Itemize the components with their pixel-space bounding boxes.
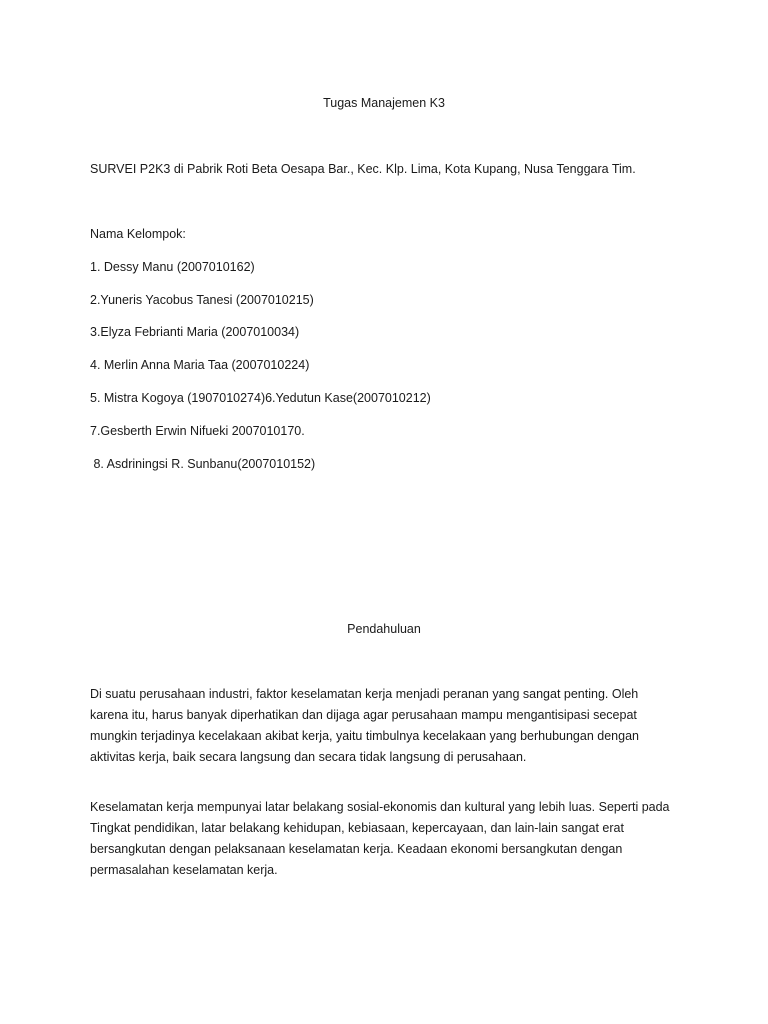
paragraph-line: aktivitas kerja, baik secara langsung dan secara tidak langsung di perusahaan. — [90, 750, 527, 764]
paragraph-line: permasalahan keselamatan kerja. — [90, 863, 278, 877]
paragraph-line: karena itu, harus banyak diperhatikan dan dijaga agar perusahaan mampu mengantisipasi secepat — [90, 708, 637, 722]
intro-paragraph-1 — [90, 684, 690, 768]
document-subtitle: SURVEI P2K3 di Pabrik Roti Beta Oesapa Bar., Kec. Klp. Lima, Kota Kupang, Nusa Tenggara Tim. — [90, 162, 636, 176]
paragraph-line: Tingkat pendidikan, latar belakang kehidupan, kebiasaan, kepercayaan, dan lain-lain sangat erat — [90, 821, 624, 835]
member-item: 5. Mistra Kogoya (1907010274)6.Yedutun Kase(2007010212) — [90, 391, 431, 405]
document-title: Tugas Manajemen K3 — [323, 96, 445, 110]
member-item: 3.Elyza Febrianti Maria (2007010034) — [90, 325, 300, 339]
paragraph-line: Di suatu perusahaan industri, faktor keselamatan kerja menjadi peranan yang sangat penting. Oleh — [90, 687, 639, 701]
member-item: 1. Dessy Manu (2007010162) — [90, 260, 255, 274]
intro-paragraph-2 — [90, 797, 690, 881]
member-item: 4. Merlin Anna Maria Taa (2007010224) — [90, 358, 310, 372]
group-heading: Nama Kelompok: — [90, 227, 186, 241]
paragraph-line: Keselamatan kerja mempunyai latar belakang sosial-ekonomis dan kultural yang lebih luas. Seperti pada — [90, 800, 670, 814]
paragraph-line: mungkin terjadinya kecelakaan akibat kerja, yaitu timbulnya kecelakaan yang berhubungan dengan — [90, 729, 639, 743]
paragraph-line: bersangkutan dengan pelaksanaan keselamatan kerja. Keadaan ekonomi bersangkutan dengan — [90, 842, 623, 856]
member-item: 2.Yuneris Yacobus Tanesi (2007010215) — [90, 293, 314, 307]
member-item: 7.Gesberth Erwin Nifueki 2007010170. — [90, 424, 305, 438]
section-heading: Pendahuluan — [347, 622, 421, 636]
member-item: 8. Asdriningsi R. Sunbanu(2007010152) — [90, 457, 316, 471]
